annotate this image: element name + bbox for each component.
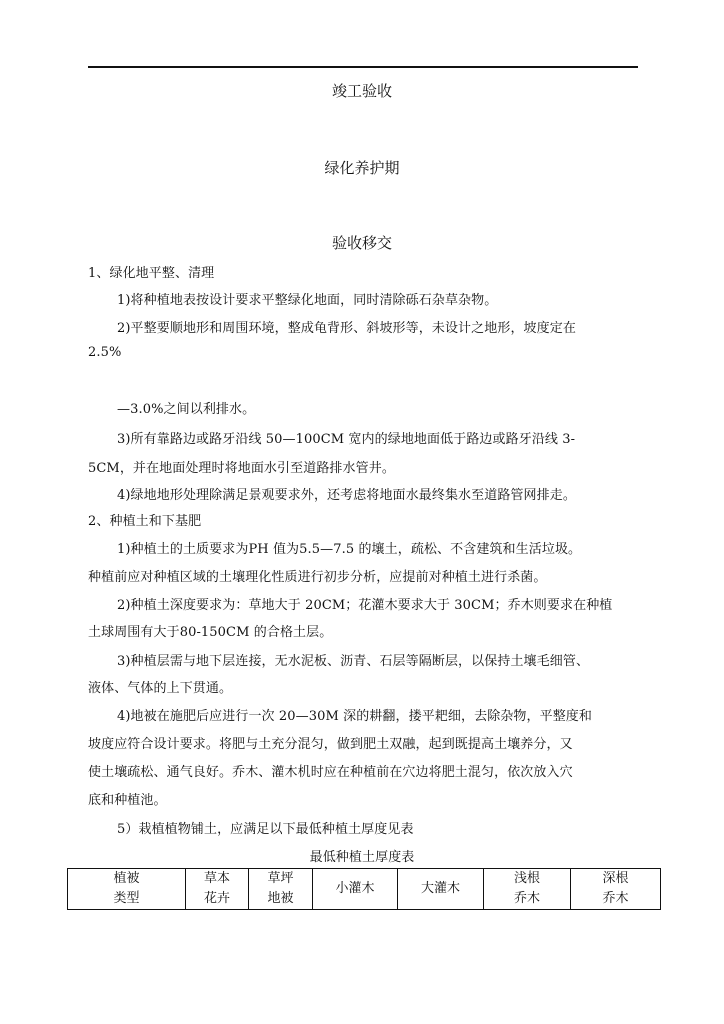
paragraph-line: 5CM，并在地面处理时将地面水引至道路排水管井。 [88,461,395,476]
paragraph-line: 底和种植池。 [88,793,167,808]
paragraph-line: —3.0%之间以利排水。 [117,402,256,417]
paragraph-line: 种植前应对种植区域的土壤理化性质进行初步分析，应提前对种植土进行杀菌。 [88,570,547,585]
paragraph-line: 使土壤疏松、通气良好。乔木、灌木机时应在种植前在穴边将肥土混匀，依次放入穴 [88,765,573,780]
paragraph-line: 2)种植土深度要求为：草地大于 20CM；花灌木要求大于 30CM；乔木则要求在种植 [117,598,613,613]
header-cell-deep-root-tree: 深根 乔木 [571,869,661,910]
paragraph-line: 4)绿地地形处理除满足景观要求外，还考虑将地面水最终集水至道路管网排走。 [117,488,576,503]
paragraph-line: 2.5% [88,345,122,360]
top-rule [88,66,638,68]
header-cell-vegetation-type: 植被 类型 [68,869,186,910]
header-cell-shallow-root-tree: 浅根 乔木 [484,869,571,910]
section-title-2: 2、种植土和下基肥 [88,514,202,529]
heading-maintenance: 绿化养护期 [324,159,400,177]
header-cell-small-shrub: 小灌木 [313,869,398,910]
soil-thickness-table [67,868,661,910]
section-title-1: 1、绿化地平整、清理 [88,266,215,281]
paragraph-line: 3)种植层需与地下层连接，无水泥板、沥青、石层等隔断层，以保持土壤毛细管、 [117,654,590,669]
header-cell-lawn-groundcover: 草坪 地被 [249,869,313,910]
heading-completion: 竣工验收 [331,82,392,100]
paragraph-line: 3)所有靠路边或路牙沿线 50—100CM 宽内的绿地地面低于路边或路牙沿线 3- [117,432,576,447]
header-cell-large-shrub: 大灌木 [398,869,484,910]
paragraph-line: 1)将种植地表按设计要求平整绿化地面，同时清除砾石杂草杂物。 [117,293,498,308]
table-header-row [68,869,661,910]
paragraph-line: 5）栽植植物铺土，应满足以下最低种植土厚度见表 [117,822,414,837]
paragraph-line: 4)地被在施肥后应进行一次 20—30M 深的耕翻，搂平耙细，去除杂物，平整度和 [117,709,593,724]
heading-handover: 验收移交 [331,234,392,252]
table-title: 最低种植土厚度表 [309,850,415,865]
paragraph-line: 坡度应符合设计要求。将肥与土充分混匀，做到肥土双融，起到既提高土壤养分，又 [88,737,573,752]
paragraph-line: 1)种植土的土质要求为PH 值为5.5—7.5 的壤土，疏松、不含建筑和生活垃圾。 [117,542,582,557]
header-cell-herbaceous-flowers: 草本 花卉 [186,869,249,910]
paragraph-line: 土球周围有大于80-150CM 的合格土层。 [88,625,333,640]
paragraph-line: 液体、气体的上下贯通。 [88,681,233,696]
paragraph-line: 2)平整要顺地形和周围环境，整成龟背形、斜坡形等，未设计之地形，坡度定在 [117,321,576,336]
